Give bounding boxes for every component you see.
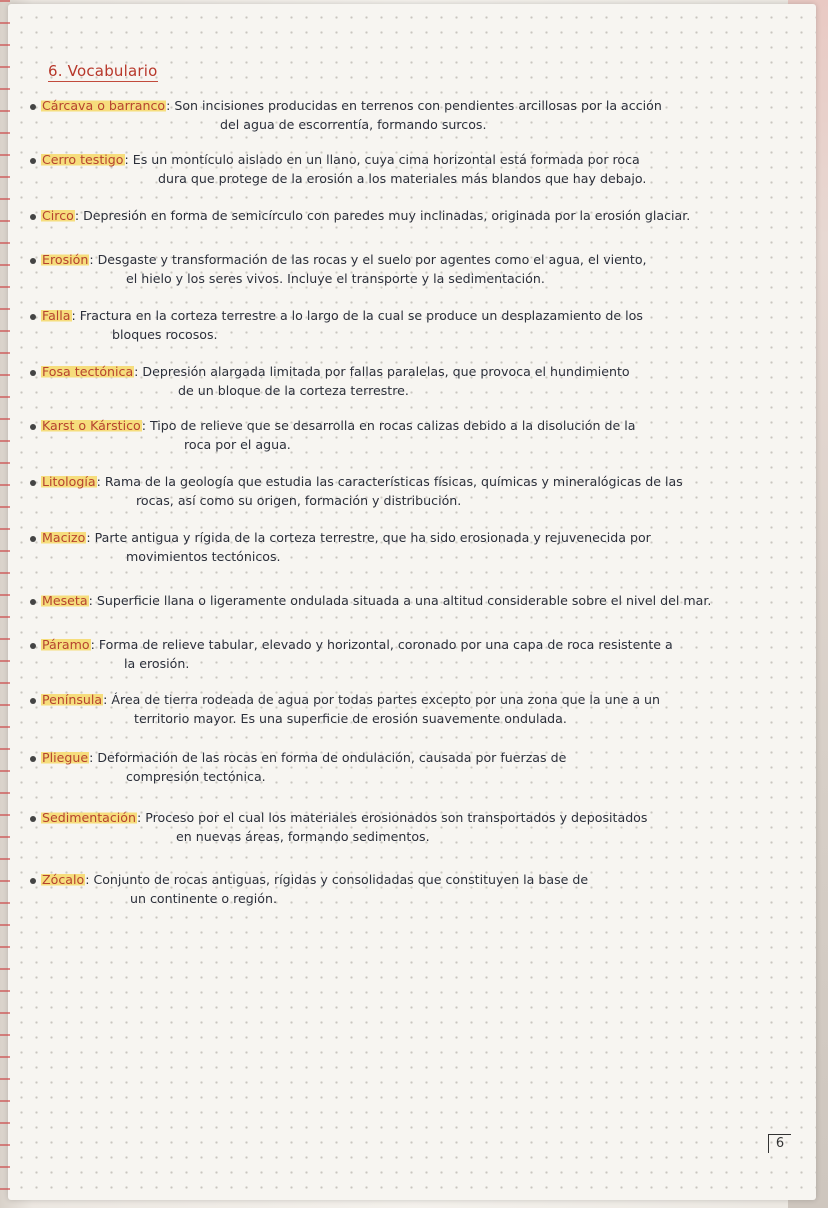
- bullet-icon: [30, 756, 36, 762]
- bullet-icon: [30, 158, 36, 164]
- vocab-entry: [30, 870, 780, 908]
- bullet-icon: [30, 258, 36, 264]
- vocab-definition-line: territorio mayor. Es una superficie de erosión suavemente ondulada.: [134, 711, 567, 726]
- term-colon: :: [141, 418, 146, 433]
- term-colon: :: [124, 152, 129, 167]
- term-colon: :: [137, 810, 142, 825]
- term-colon: :: [74, 208, 80, 223]
- term-colon: :: [134, 364, 139, 379]
- vocab-entry: [30, 306, 780, 344]
- vocab-definition-line: Depresión en forma de semicírculo con paredes muy inclinadas, originada por la erosión glaciar.: [83, 208, 691, 223]
- bullet-icon: [30, 214, 36, 220]
- term-colon: :: [71, 308, 76, 323]
- bullet-icon: [30, 599, 36, 605]
- vocab-definition-line: rocas, así como su origen, formación y distribución.: [136, 493, 462, 508]
- vocab-entry: [30, 472, 780, 510]
- vocab-definition-line: Superficie llana o ligeramente ondulada situada a una altitud considerable sobre el nivel del mar.: [96, 593, 712, 608]
- page-title: 6. Vocabulario: [48, 62, 158, 80]
- bullet-icon: [30, 370, 36, 376]
- vocab-definition-line: Parte antigua y rígida de la corteza terrestre, que ha sido erosionada y rejuvenecida por: [94, 530, 651, 545]
- vocab-entry: [30, 250, 780, 288]
- vocab-definition-line: Área de tierra rodeada de agua por todas partes excepto por una zona que la une a un: [111, 692, 661, 707]
- bullet-icon: [30, 878, 36, 884]
- term-colon: :: [103, 692, 108, 707]
- term-colon: :: [96, 474, 101, 489]
- vocab-definition-line: la erosión.: [124, 656, 190, 671]
- vocab-term: Litología: [42, 474, 96, 489]
- vocab-term: Pliegue: [42, 750, 89, 765]
- vocab-term: Falla: [42, 308, 71, 323]
- term-colon: :: [88, 593, 93, 608]
- spiral-binding: [0, 0, 10, 1208]
- bullet-icon: [30, 424, 36, 430]
- vocab-definition-line: en nuevas áreas, formando sedimentos.: [176, 829, 430, 844]
- term-colon: :: [166, 98, 171, 113]
- vocab-term: Circo: [42, 208, 74, 223]
- bullet-icon: [30, 643, 36, 649]
- term-colon: :: [90, 637, 95, 652]
- term-colon: :: [86, 530, 91, 545]
- vocab-definition-line: Rama de la geología que estudia las características físicas, químicas y mineralógicas de las: [104, 474, 683, 489]
- vocab-definition-line: un continente o región.: [130, 891, 277, 906]
- vocab-term: Karst o Kárstico: [42, 418, 141, 433]
- vocab-term: Páramo: [42, 637, 90, 652]
- vocab-definition-line: roca por el agua.: [184, 437, 291, 452]
- vocab-definition-line: dura que protege de la erosión a los materiales más blandos que hay debajo.: [158, 171, 647, 186]
- vocab-term: Cerro testigo: [42, 152, 124, 167]
- vocab-entry: [30, 206, 780, 225]
- vocab-entry: [30, 150, 780, 188]
- term-colon: :: [89, 750, 94, 765]
- bullet-icon: [30, 314, 36, 320]
- vocab-definition-line: compresión tectónica.: [126, 769, 266, 784]
- vocab-definition-line: de un bloque de la corteza terrestre.: [178, 383, 409, 398]
- vocab-entry: [30, 96, 780, 134]
- vocab-definition-line: el hielo y los seres vivos. Incluye el transporte y la sedimentación.: [126, 271, 545, 286]
- vocab-entry: [30, 362, 780, 400]
- vocab-term: Península: [42, 692, 103, 707]
- vocab-definition-line: Deformación de las rocas en forma de ondulación, causada por fuerzas de: [97, 750, 567, 765]
- vocab-definition-line: Depresión alargada limitada por fallas paralelas, que provoca el hundimiento: [142, 364, 630, 379]
- vocab-term: Sedimentación: [42, 810, 136, 825]
- bullet-icon: [30, 536, 36, 542]
- vocab-entry: [30, 748, 780, 786]
- vocab-entry: [30, 528, 780, 566]
- vocab-term: Fosa tectónica: [42, 364, 134, 379]
- vocab-definition-line: Tipo de relieve que se desarrolla en rocas calizas debido a la disolución de la: [149, 418, 636, 433]
- vocab-definition-line: movimientos tectónicos.: [126, 549, 281, 564]
- vocab-term: Zócalo: [42, 872, 85, 887]
- bullet-icon: [30, 816, 36, 822]
- page-number: 6: [768, 1134, 791, 1153]
- vocab-entry: [30, 591, 780, 610]
- vocab-definition-line: Son incisiones producidas en terrenos con pendientes arcillosas por la acción: [174, 98, 662, 113]
- vocab-definition-line: Es un montículo aislado en un llano, cuya cima horizontal está formada por roca: [132, 152, 640, 167]
- term-colon: :: [85, 872, 90, 887]
- vocab-definition-line: bloques rocosos.: [112, 327, 218, 342]
- bullet-icon: [30, 698, 36, 704]
- vocab-entry: [30, 808, 780, 846]
- vocab-definition-line: Desgaste y transformación de las rocas y el suelo por agentes como el agua, el viento,: [97, 252, 647, 267]
- vocab-term: Erosión: [42, 252, 89, 267]
- vocab-definition-line: Proceso por el cual los materiales erosionados son transportados y depositados: [145, 810, 648, 825]
- vocab-entry: [30, 690, 780, 728]
- vocab-entry: [30, 416, 780, 454]
- vocab-definition-line: Conjunto de rocas antiguas, rígidas y consolidadas que constituyen la base de: [93, 872, 589, 887]
- vocab-term: Macizo: [42, 530, 86, 545]
- vocab-entry: [30, 635, 780, 673]
- vocab-term: Meseta: [42, 593, 88, 608]
- bullet-icon: [30, 104, 36, 110]
- vocab-definition-line: Forma de relieve tabular, elevado y horizontal, coronado por una capa de roca resistente a: [98, 637, 673, 652]
- vocab-definition-line: Fractura en la corteza terrestre a lo largo de la cual se produce un desplazamiento de los: [79, 308, 643, 323]
- term-colon: :: [89, 252, 94, 267]
- vocab-definition-line: del agua de escorrentía, formando surcos.: [220, 117, 487, 132]
- vocab-term: Cárcava o barranco: [42, 98, 166, 113]
- bullet-icon: [30, 480, 36, 486]
